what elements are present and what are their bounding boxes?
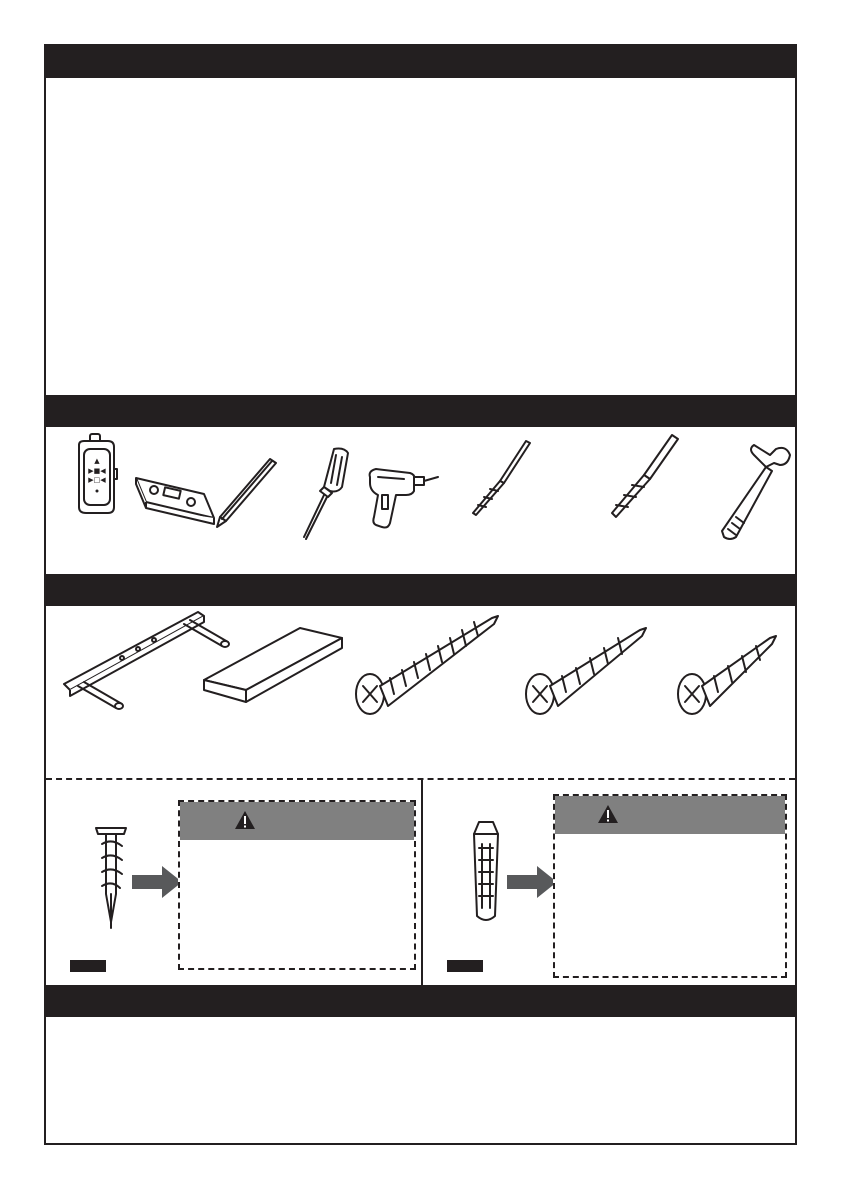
screwdriver-icon — [298, 447, 356, 541]
warning-header-left — [180, 802, 414, 840]
long-screw-icon — [350, 614, 500, 718]
section-header-parts — [44, 574, 797, 606]
notes-content-area — [46, 1017, 795, 1143]
medium-screw-icon — [520, 626, 650, 718]
arrow-right-icon — [507, 866, 557, 898]
power-drill-icon — [364, 467, 440, 531]
tools-row — [46, 427, 795, 574]
shelf-bracket-icon — [58, 606, 220, 706]
parts-row — [46, 606, 795, 778]
arrow-right-icon — [132, 866, 182, 898]
anchor-panel-right — [423, 780, 795, 984]
svg-text:▶■◀: ▶■◀ — [88, 467, 106, 475]
drywall-anchor-icon — [94, 824, 128, 930]
pencil-icon — [214, 457, 278, 529]
note-tag-right — [447, 960, 483, 972]
section-header-intro — [44, 44, 797, 78]
intro-content-area — [46, 78, 795, 395]
short-screw-icon — [672, 634, 780, 718]
section-header-notes — [44, 985, 797, 1017]
shelf-board-icon — [202, 626, 344, 704]
warning-box-left — [178, 800, 416, 970]
hammer-icon — [714, 441, 794, 543]
section-header-tools — [44, 395, 797, 427]
small-drill-bit-icon — [464, 439, 536, 519]
warning-header-right — [555, 796, 785, 834]
spirit-level-icon — [134, 472, 216, 524]
anchor-panel-left — [46, 780, 420, 984]
warning-icon — [597, 804, 619, 824]
svg-text:▶□◀: ▶□◀ — [88, 476, 106, 484]
warning-icon — [234, 810, 256, 830]
stud-finder-icon — [76, 433, 118, 515]
note-tag-left — [70, 960, 106, 972]
warning-box-right — [553, 794, 787, 978]
svg-text:▲: ▲ — [94, 457, 100, 465]
large-drill-bit-icon — [606, 433, 682, 521]
wall-plug-icon — [471, 820, 501, 924]
